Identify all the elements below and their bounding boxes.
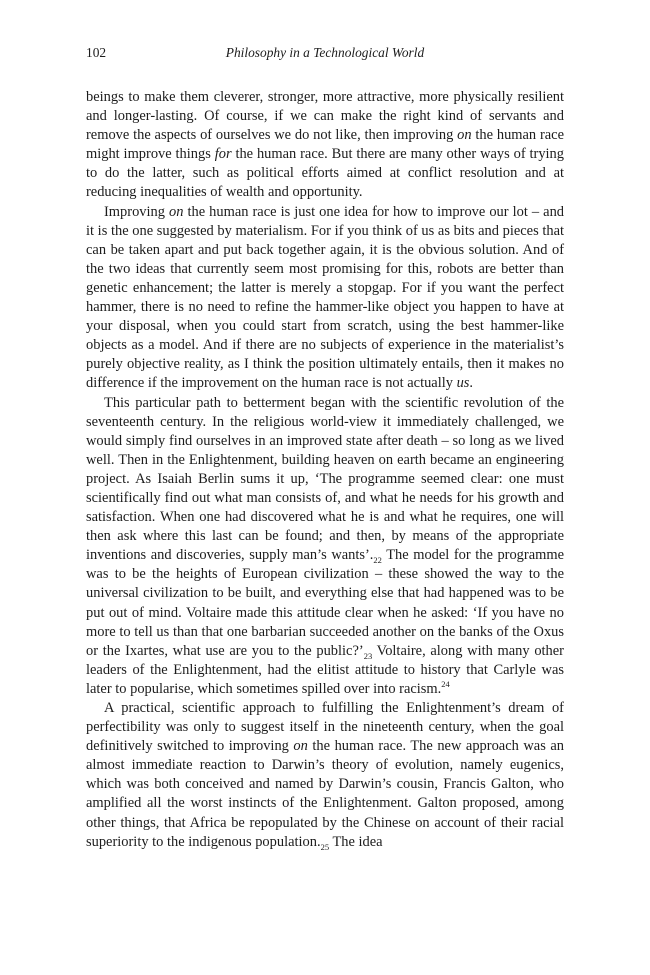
text-run: the human race might improve things: [86, 127, 564, 163]
text-run: A practical, scientific approach to fulfilling the Enlightenment’s dream of perfectibility was only to suggest itself in the nineteenth century, when the goal definitively switched to improving: [86, 700, 564, 755]
running-title: Philosophy in a Technological World: [225, 45, 425, 60]
text-run: the human race is just one idea for how to improve our lot – and it is the one suggested by materialism. For if you think of us as bits and pieces that can be taken apart and put back together again, it is the obvious solution. And of the two ideas that currently seem most promising for this, robots are better than genetic enhancement; the latter is merely a stopgap. For if you want the perfect hammer, there is no need to refine the hammer-like object you happen to have at your disposal, when you could start from scratch, using the best hammer-like objects as a model. And if there are no subjects of experience in the materialist’s purely objective reality, as I think the position ultimately entails, then it makes no difference if the improvement on the human race is not actually: [86, 203, 565, 392]
text-run: beings to make them cleverer, stronger, more attractive, more physically resilient and longer-lasting. Of course, if we can make the right kind of servants and remove the aspects of ourselves we do not like, then improving: [86, 89, 564, 144]
text-run: The idea: [329, 833, 383, 850]
book-page: [86, 0, 564, 975]
footnote-ref-24[interactable]: 24: [441, 679, 450, 690]
text-run: The model for the programme was to be the heights of European civilization – these showed the way to the universal civilization to be built, and everything else that had happened was to be put out of mind. Voltaire made this attitude clear when he asked: ‘If you have no more to tell us than that one barbarian succeeded another on the banks of the Oxus or the Ixartes, what use are you to the public?’: [86, 547, 564, 659]
text-run: .: [469, 375, 474, 392]
paragraph-1: [86, 88, 564, 203]
emphasis: on: [293, 738, 308, 755]
page-number: 102: [86, 45, 107, 60]
text-run: the human race. The new approach was an almost immediate reaction to Darwin’s theory of evolution, namely eugenics, which was both conceived and named by Darwin’s cousin, Francis Galton, who amplified all the worst instincts of the Enlightenment. Galton proposed, among other things, that Africa be repopulated by the Chinese on account of their racial superiority to the indigenous population.: [86, 738, 564, 850]
text-run: Improving: [104, 203, 169, 220]
text-run: This particular path to betterment began with the scientific revolution of the seventeenth century. In the religious world-view it immediately challenged, we would simply find ourselves in an improved state after death – so long as we lived well. Then in the Enlightenment, building heaven on earth became an engineering project. As Isaiah Berlin sums it up, ‘The programme seemed clear: one must scientifically find out what man consists of, and what he needs for his growth and satisfaction. When one had discovered what he is and what he requires, one will then ask where this last can be found; and then, by means of the appropriate inventions and discoveries, supply man’s wants’.: [86, 394, 564, 564]
paragraph-4: [86, 699, 564, 852]
body-text: [86, 88, 564, 852]
footnote-ref-23[interactable]: 23: [363, 650, 373, 661]
emphasis: for: [214, 146, 232, 163]
text-run: Voltaire, along with many other leaders of the Enlightenment, had the elitist attitude to history that Carlyle was later to popularise, which sometimes spilled over into racism.: [86, 642, 564, 697]
footnote-ref-22[interactable]: 22: [373, 555, 382, 566]
emphasis: on: [457, 127, 472, 144]
paragraph-3: [86, 394, 564, 700]
emphasis: on: [169, 203, 184, 220]
emphasis: us: [456, 375, 470, 392]
footnote-ref-25[interactable]: 25: [320, 841, 330, 852]
paragraph-2: [86, 203, 564, 394]
running-head: [86, 45, 564, 65]
text-run: the human race. But there are many other ways of trying to do the latter, such as political efforts aimed at conflict resolution and at reducing inequalities of wealth and opportunity.: [86, 146, 564, 201]
